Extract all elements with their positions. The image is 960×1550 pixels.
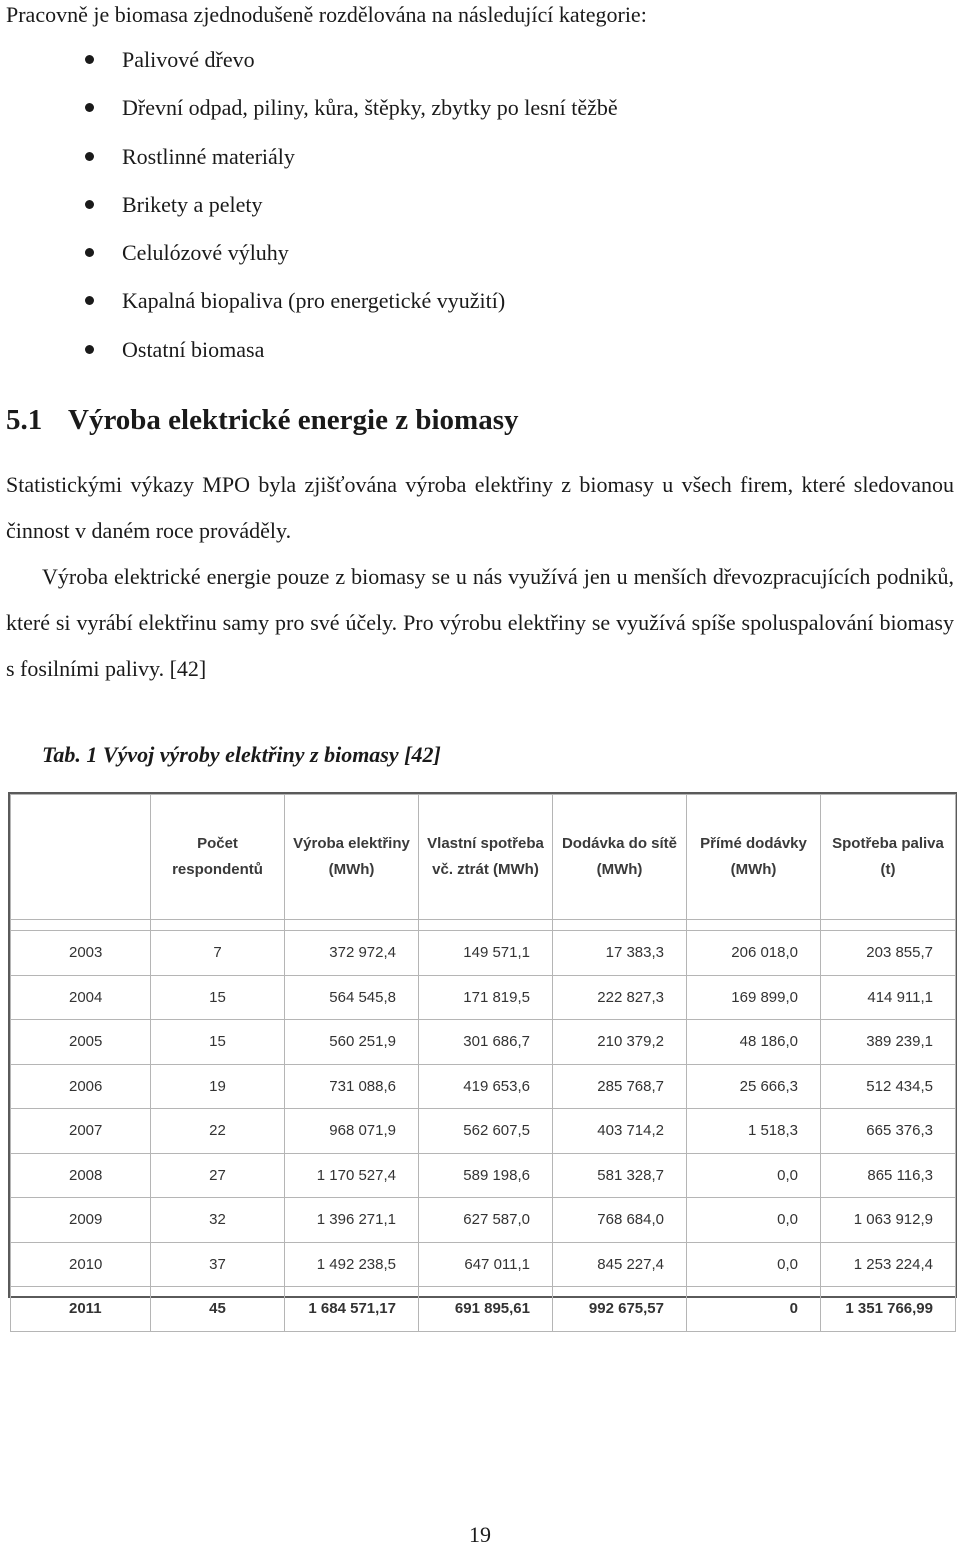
- table-cell: 169 899,0: [687, 975, 821, 1020]
- table-cell: 206 018,0: [687, 931, 821, 976]
- table-cell: 1 518,3: [687, 1109, 821, 1154]
- table-cell: 32: [151, 1198, 285, 1243]
- list-item: [0, 279, 618, 327]
- section-title: Výroba elektrické energie z biomasy: [68, 404, 519, 436]
- table-cell: 731 088,6: [285, 1064, 419, 1109]
- table-row: [11, 1109, 956, 1154]
- section-number: 5.1: [6, 404, 43, 436]
- table-cell: 22: [151, 1109, 285, 1154]
- table-cell: 691 895,61: [419, 1287, 553, 1332]
- table-cell: 665 376,3: [821, 1109, 956, 1154]
- bullet-icon: [85, 248, 94, 257]
- table-cell: 171 819,5: [419, 975, 553, 1020]
- year-cell: 2004: [11, 975, 151, 1020]
- year-cell: 2010: [11, 1242, 151, 1287]
- table-cell: 512 434,5: [821, 1064, 956, 1109]
- header-spacer-row: [11, 920, 956, 931]
- table-cell: 564 545,8: [285, 975, 419, 1020]
- list-item-label: Brikety a pelety: [122, 191, 263, 217]
- table-cell: 992 675,57: [553, 1287, 687, 1332]
- list-item-label: Celulózové výluhy: [122, 240, 289, 266]
- list-item-label: Ostatní biomasa: [122, 336, 265, 362]
- table-body: [11, 931, 956, 1332]
- table-row: [11, 1198, 956, 1243]
- bullet-icon: [85, 152, 94, 161]
- table-cell: 419 653,6: [419, 1064, 553, 1109]
- table-cell: 17 383,3: [553, 931, 687, 976]
- list-item: [0, 38, 618, 86]
- column-header: Výroba elektřiny (MWh): [285, 795, 419, 920]
- table-cell: 15: [151, 1020, 285, 1065]
- table-header-row: [11, 795, 956, 920]
- table-cell: 0,0: [687, 1242, 821, 1287]
- table-cell: 968 071,9: [285, 1109, 419, 1154]
- paragraph: Statistickými výkazy MPO byla zjišťována výroba elektřiny z biomasy u všech firem, které sledovanou činnost v daném roce prováděly.: [6, 472, 954, 543]
- table-cell: 45: [151, 1287, 285, 1332]
- table-cell: 1 684 571,17: [285, 1287, 419, 1332]
- table-cell: 203 855,7: [821, 931, 956, 976]
- list-item: [0, 86, 618, 134]
- year-cell: 2008: [11, 1153, 151, 1198]
- column-header: Počet respondentů: [151, 795, 285, 920]
- table-cell: 768 684,0: [553, 1198, 687, 1243]
- list-item-label: Kapalná biopaliva (pro energetické využití): [122, 288, 506, 314]
- table-cell: 48 186,0: [687, 1020, 821, 1065]
- year-cell: 2009: [11, 1198, 151, 1243]
- table-row: [11, 1242, 956, 1287]
- table-row: [11, 975, 956, 1020]
- table-cell: 562 607,5: [419, 1109, 553, 1154]
- table-row: [11, 931, 956, 976]
- data-table-frame: [8, 792, 957, 1318]
- table-cell: 389 239,1: [821, 1020, 956, 1065]
- bullet-icon: [85, 55, 94, 64]
- list-item: [0, 328, 618, 376]
- table-cell: 37: [151, 1242, 285, 1287]
- bullet-icon: [85, 200, 94, 209]
- table-cell: 25 666,3: [687, 1064, 821, 1109]
- electricity-production-table: [10, 794, 956, 1332]
- table-row: [11, 1153, 956, 1198]
- table-caption: Tab. 1 Vývoj výroby elektřiny z biomasy [42]: [42, 742, 441, 767]
- column-header: Dodávka do sítě (MWh): [553, 795, 687, 920]
- year-cell: 2007: [11, 1109, 151, 1154]
- table-cell: 414 911,1: [821, 975, 956, 1020]
- list-item: [0, 135, 618, 183]
- bullet-icon: [85, 345, 94, 354]
- table-cell: 0,0: [687, 1153, 821, 1198]
- section-heading: [6, 404, 518, 437]
- table-cell: 865 116,3: [821, 1153, 956, 1198]
- category-list: [0, 38, 618, 376]
- list-item-label: Dřevní odpad, piliny, kůra, štěpky, zbytky po lesní těžbě: [122, 95, 618, 121]
- table-cell: 1 063 912,9: [821, 1198, 956, 1243]
- table-row: [11, 1287, 956, 1332]
- table-cell: 627 587,0: [419, 1198, 553, 1243]
- year-cell: 2003: [11, 931, 151, 976]
- table-cell: 210 379,2: [553, 1020, 687, 1065]
- column-header: Vlastní spotřeba vč. ztrát (MWh): [419, 795, 553, 920]
- table-cell: 0: [687, 1287, 821, 1332]
- list-item-label: Palivové dřevo: [122, 47, 255, 72]
- bullet-icon: [85, 103, 94, 112]
- table-cell: 581 328,7: [553, 1153, 687, 1198]
- table-row: [11, 1064, 956, 1109]
- table-cell: 1 396 271,1: [285, 1198, 419, 1243]
- column-header: Spotřeba paliva (t): [821, 795, 956, 920]
- table-cell: 845 227,4: [553, 1242, 687, 1287]
- table-cell: 1 253 224,4: [821, 1242, 956, 1287]
- table-cell: 403 714,2: [553, 1109, 687, 1154]
- year-cell: 2011: [11, 1287, 151, 1332]
- list-item: [0, 183, 618, 231]
- table-cell: 222 827,3: [553, 975, 687, 1020]
- year-cell: 2005: [11, 1020, 151, 1065]
- table-cell: 647 011,1: [419, 1242, 553, 1287]
- column-header: Přímé dodávky (MWh): [687, 795, 821, 920]
- bullet-icon: [85, 296, 94, 305]
- table-cell: 0,0: [687, 1198, 821, 1243]
- table-cell: 19: [151, 1064, 285, 1109]
- table-cell: 27: [151, 1153, 285, 1198]
- table-cell: 7: [151, 931, 285, 976]
- table-cell: 285 768,7: [553, 1064, 687, 1109]
- table-cell: 1 351 766,99: [821, 1287, 956, 1332]
- list-item: [0, 231, 618, 279]
- table-row: [11, 1020, 956, 1065]
- table-cell: 560 251,9: [285, 1020, 419, 1065]
- table-cell: 589 198,6: [419, 1153, 553, 1198]
- table-cell: 1 492 238,5: [285, 1242, 419, 1287]
- list-item-label: Rostlinné materiály: [122, 143, 295, 169]
- intro-text: Pracovně je biomasa zjednodušeně rozdělována na následující kategorie:: [6, 2, 647, 27]
- paragraph: Výroba elektrické energie pouze z biomasy se u nás využívá jen u menších dřevozpracujících podniků, které si vyrábí elektřinu samy pro své účely. Pro výrobu elektřiny se využívá spíše spoluspalování biomasy s fosilními palivy. [42]: [6, 564, 954, 681]
- year-cell: 2006: [11, 1064, 151, 1109]
- table-cell: 301 686,7: [419, 1020, 553, 1065]
- page-number: 19: [469, 1522, 491, 1547]
- table-cell: 1 170 527,4: [285, 1153, 419, 1198]
- table-cell: 15: [151, 975, 285, 1020]
- table-cell: 372 972,4: [285, 931, 419, 976]
- column-header: [11, 795, 151, 920]
- table-cell: 149 571,1: [419, 931, 553, 976]
